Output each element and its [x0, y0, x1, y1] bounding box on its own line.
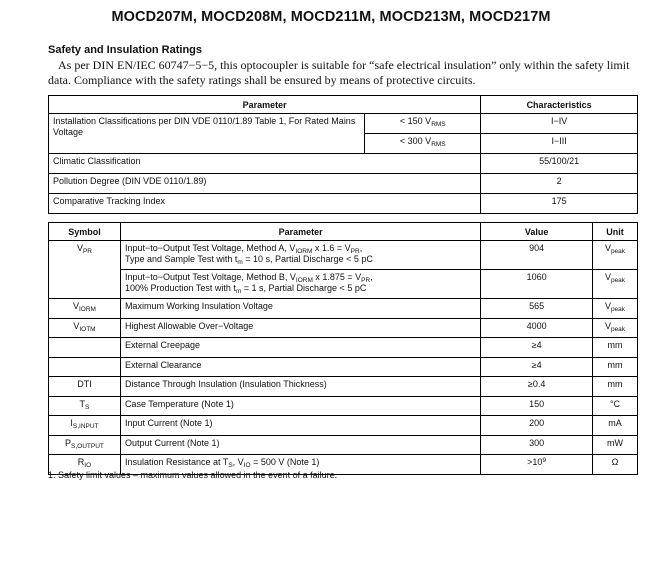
value-cell: 150 [481, 396, 593, 416]
insulation-ratings-table [48, 222, 638, 475]
symbol-cell [49, 338, 121, 358]
value-cell: 200 [481, 416, 593, 436]
param-text: = 1 s, Partial Discharge < 5 pC [241, 283, 367, 293]
characteristic-value: I−IV [481, 114, 638, 134]
value-cell: 565 [481, 299, 593, 319]
parameter-cell: Highest Allowable Over−Voltage [120, 318, 480, 338]
page-title: MOCD207M, MOCD208M, MOCD211M, MOCD213M, MOCD217M [111, 9, 551, 25]
param-subscript: m [235, 288, 242, 295]
intro-paragraph-text: As per DIN EN/IEC 60747−5−5, this optocoupler is suitable for “safe electrical insulation” only within the safety limit data. Compliance with the safety ratings shall be ensured by means of protective circuits. [48, 58, 630, 87]
symbol-cell: DTI [49, 377, 121, 397]
value-cell: 4000 [481, 318, 593, 338]
symbol-subscript: IOTM [79, 325, 96, 333]
symbol-cell [49, 241, 121, 299]
parameter-label: Comparative Tracking Index [49, 194, 481, 214]
value-superscript: 9 [542, 457, 547, 464]
symbol-subscript: S,OUTPUT [71, 442, 104, 450]
header-value: Value [481, 223, 593, 241]
header-unit: Unit [593, 223, 638, 241]
parameter-cell: Output Current (Note 1) [120, 435, 480, 455]
param-text: Input−to−Output Test Voltage, Method A, V [124, 243, 296, 253]
unit-cell [593, 241, 638, 270]
unit-cell: mA [593, 416, 638, 436]
condition-subscript: RMS [431, 141, 446, 148]
param-text: 100% Production Test with t [124, 283, 236, 293]
unit-text: V [604, 243, 611, 253]
insulation-classification-table [48, 95, 638, 214]
param-text: Type and Sample Test with t [124, 254, 238, 264]
symbol-subscript: IO [84, 462, 92, 469]
condition-300v [365, 134, 481, 154]
symbol-text: I [70, 418, 73, 428]
param-subscript: IORM [295, 248, 313, 255]
unit-cell: mm [593, 377, 638, 397]
table-row [49, 377, 638, 397]
table-row [49, 435, 638, 455]
table-row [49, 194, 638, 214]
table-row [49, 174, 638, 194]
param-text: = 500 V (Note 1) [250, 457, 320, 467]
param-text: , V [232, 457, 244, 467]
symbol-subscript: S [85, 403, 90, 411]
unit-cell: mm [593, 357, 638, 377]
value-text: >10 [527, 457, 543, 467]
characteristic-value: 2 [481, 174, 638, 194]
symbol-text: V [72, 301, 79, 311]
param-text: Insulation Resistance at T [124, 457, 229, 467]
unit-text: V [604, 301, 611, 311]
install-class-label: Installation Classifications per DIN VDE 0110/1.89 Table 1, For Rated Mains Voltage [49, 114, 365, 154]
characteristic-value: 175 [481, 194, 638, 214]
value-cell [481, 455, 593, 475]
param-subscript: PR [350, 248, 360, 255]
table-row [49, 357, 638, 377]
param-subscript: S [228, 462, 233, 469]
parameter-cell: Distance Through Insulation (Insulation Thickness) [120, 377, 480, 397]
unit-subscript: peak [610, 248, 626, 255]
footnote: 1. Safety limit values – maximum values allowed in the event of a failure. [48, 470, 338, 480]
parameter-cell: Input Current (Note 1) [120, 416, 480, 436]
parameter-label: Pollution Degree (DIN VDE 0110/1.89) [49, 174, 481, 194]
value-cell: ≥0.4 [481, 377, 593, 397]
header-parameter: Parameter [120, 223, 480, 241]
symbol-cell [49, 318, 121, 338]
symbol-cell [49, 299, 121, 319]
table-row [49, 338, 638, 358]
param-text: Input−to−Output Test Voltage, Method B, V [124, 272, 296, 282]
table-row [49, 318, 638, 338]
unit-cell: Ω [593, 455, 638, 475]
parameter-cell [120, 241, 480, 270]
unit-subscript: peak [610, 325, 626, 333]
param-subscript: IO [243, 462, 251, 469]
unit-text: V [604, 320, 611, 331]
parameter-label: Climatic Classification [49, 154, 481, 174]
param-subscript: m [237, 259, 243, 266]
symbol-cell [49, 435, 121, 455]
table-row [49, 416, 638, 436]
symbol-text: V [76, 243, 83, 253]
param-text: = 10 s, Partial Discharge < 5 pC [242, 254, 373, 264]
condition-subscript: RMS [431, 121, 446, 128]
table-header-row [49, 96, 638, 114]
value-cell: ≥4 [481, 338, 593, 358]
symbol-subscript: IORM [78, 306, 96, 313]
unit-cell [593, 270, 638, 299]
symbol-text: P [65, 437, 72, 448]
param-text: x 1.875 = V [312, 272, 362, 282]
table-row [49, 270, 638, 299]
section-heading: Safety and Insulation Ratings [48, 44, 203, 56]
condition-150v [365, 114, 481, 134]
table-row [49, 396, 638, 416]
param-text: , [359, 243, 363, 253]
intro-paragraph [48, 58, 644, 88]
condition-text: < 300 V [399, 136, 432, 146]
characteristic-value: I−III [481, 134, 638, 154]
header-parameter: Parameter [49, 96, 481, 114]
header-characteristics: Characteristics [481, 96, 638, 114]
table-row [49, 154, 638, 174]
value-cell: 1060 [481, 270, 593, 299]
parameter-cell [120, 270, 480, 299]
param-text: x 1.6 = V [312, 243, 351, 253]
characteristic-value: 55/100/21 [481, 154, 638, 174]
param-subscript: PR [361, 277, 371, 284]
value-cell: 300 [481, 435, 593, 455]
parameter-cell: Maximum Working Insulation Voltage [120, 299, 480, 319]
symbol-text: R [77, 457, 85, 467]
parameter-cell: Case Temperature (Note 1) [120, 396, 480, 416]
symbol-subscript: S,INPUT [72, 423, 99, 430]
param-text: , [370, 272, 373, 282]
symbol-cell [49, 416, 121, 436]
unit-cell: mm [593, 338, 638, 358]
table-row [49, 241, 638, 270]
symbol-text: T [79, 398, 86, 409]
parameter-cell: External Creepage [120, 338, 480, 358]
parameter-cell: External Clearance [120, 357, 480, 377]
value-cell: 904 [481, 241, 593, 270]
unit-cell [593, 318, 638, 338]
table-row [49, 114, 638, 134]
unit-cell: mW [593, 435, 638, 455]
header-symbol: Symbol [49, 223, 121, 241]
value-cell: ≥4 [481, 357, 593, 377]
table-header-row [49, 223, 638, 241]
unit-cell: °C [593, 396, 638, 416]
unit-text: V [604, 272, 611, 282]
unit-subscript: peak [610, 277, 626, 284]
symbol-cell [49, 357, 121, 377]
table-row [49, 299, 638, 319]
unit-subscript: peak [610, 306, 626, 313]
param-subscript: IORM [295, 277, 313, 284]
symbol-subscript: PR [82, 248, 92, 255]
symbol-text: V [73, 320, 80, 331]
symbol-cell [49, 396, 121, 416]
unit-cell [593, 299, 638, 319]
condition-text: < 150 V [399, 116, 432, 126]
